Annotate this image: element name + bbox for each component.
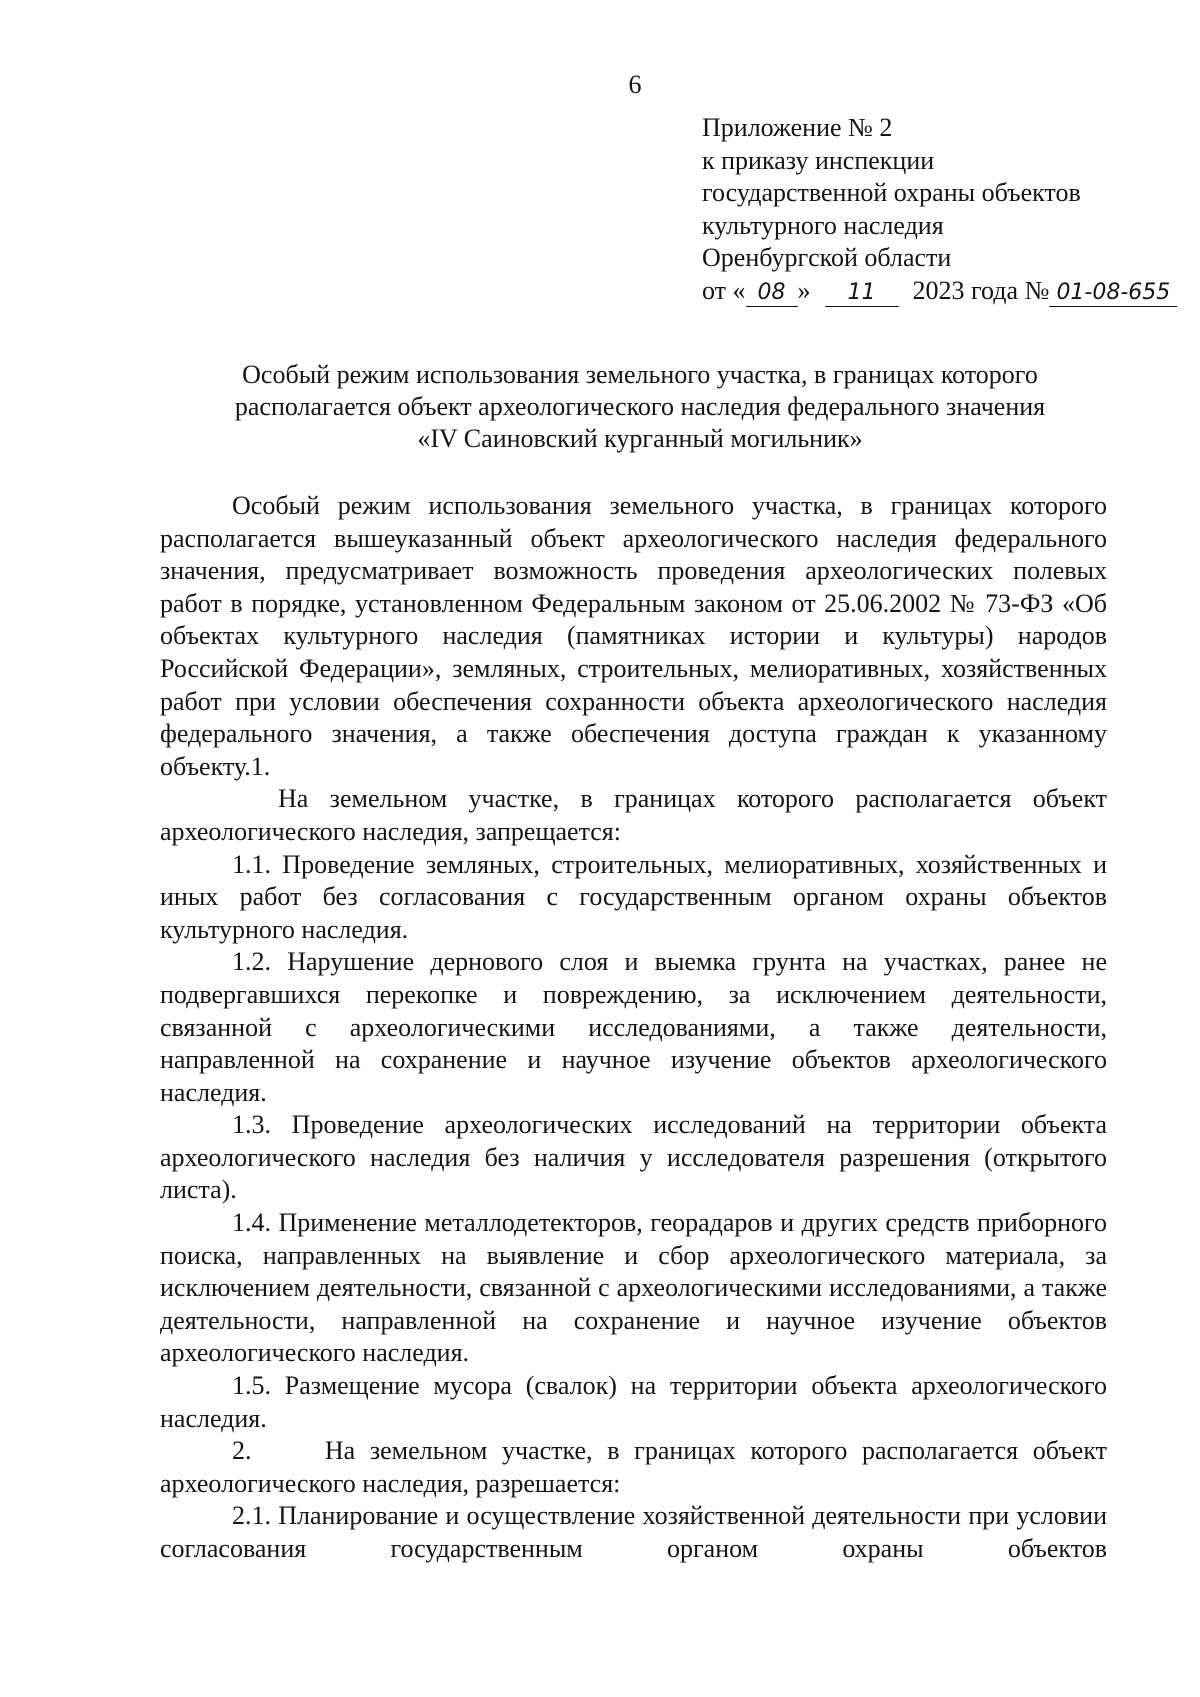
document-body [160, 490, 1114, 1566]
date-year-text: 2023 года № [912, 275, 1050, 305]
date-prefix: от « [702, 275, 746, 305]
appendix-line: Оренбургской области [702, 243, 952, 272]
handwritten-order-number: 01-08-655 [1049, 280, 1177, 307]
paragraph-1-2: 1.2. Нарушение дернового слоя и выемка грунта на участках, ранее не подвергавшихся перекопке и повреждению, за исключением деятельности, связанной с археологическими исследованиями, а также деятельности, направленной на сохранение и научное изучение объектов археологического наследия. [160, 947, 1107, 1107]
paragraph-1-5: 1.5. Размещение мусора (свалок) на территории объекта археологического наследия. [160, 1371, 1107, 1433]
paragraph-2: 2. На земельном участке, в границах которого располагается объект археологического наследия, разрешается: [160, 1436, 1114, 1498]
title-line: «IV Саиновский курганный могильник» [417, 424, 863, 453]
appendix-line: Приложение № 2 [702, 113, 893, 142]
appendix-line: государственной охраны объектов [702, 178, 1081, 207]
paragraph-1-3: 1.3. Проведение археологических исследований на территории объекта археологического наследия без наличия у исследователя разрешения (открытого листа). [160, 1110, 1107, 1205]
handwritten-month: 11 [825, 280, 899, 307]
title-line: Особый режим использования земельного участка, в границах которого [242, 360, 1038, 389]
page-number: 6 [628, 70, 642, 99]
title-line: располагается объект археологического наследия федерального значения [234, 392, 1046, 421]
date-mid: » [797, 275, 811, 305]
handwritten-day: 08 [746, 280, 798, 307]
appendix-line: культурного наследия [702, 210, 944, 240]
paragraph-1: На земельном участке, в границах которого располагается объект археологического наследия, запрещается: [160, 784, 1107, 846]
paragraph-2-1: 2.1. Планирование и осуществление хозяйственной деятельности при условии согласования государственным органом охраны объектов [160, 1501, 1107, 1563]
appendix-header [702, 112, 1172, 307]
paragraph-intro: Особый режим использования земельного участка, в границах которого располагается вышеуказанный объект археологического наследия федерального значения, предусматривает возможность проведения археологических полевых работ в порядке, установленном Федеральным законом от 25.06.2002 № 73-ФЗ «Об объектах культурного наследия (памятниках истории и культуры) народов Российской Федерации», земляных, строительных, мелиоративных, хозяйственных работ при условии обеспечения сохранности объекта археологического наследия федерального значения, а также обеспечения доступа граждан к указанному объекту.1. [160, 491, 1107, 781]
appendix-date-line [702, 275, 1172, 308]
appendix-line: к приказу инспекции [702, 145, 935, 175]
paragraph-1-4: 1.4. Применение металлодетекторов, георадаров и других средств приборного поиска, направленных на выявление и сбор археологического материала, за исключением деятельности, связанной с археологическими исследованиями, а также деятельности, направленной на сохранение и научное изучение объектов археологического наследия. [160, 1208, 1107, 1368]
paragraph-1-1: 1.1. Проведение земляных, строительных, мелиоративных, хозяйственных и иных работ без согласования с государственным органом охраны объектов культурного наследия. [160, 849, 1107, 944]
document-title [160, 359, 1120, 455]
